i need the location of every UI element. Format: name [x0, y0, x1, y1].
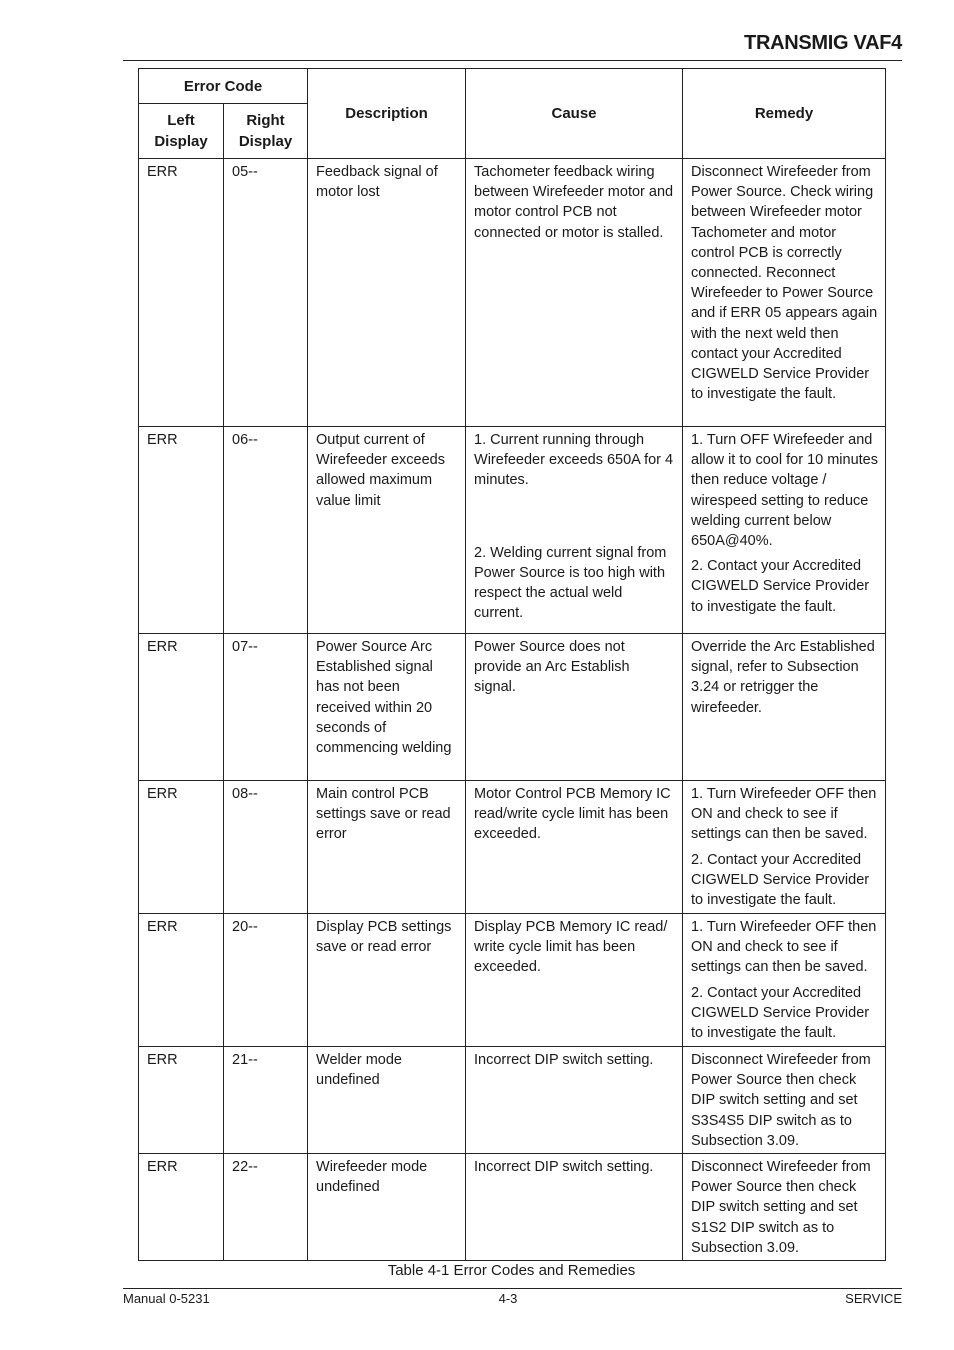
left-display-cell: ERR [139, 1047, 224, 1154]
cause-paragraph: 1. Current running through Wirefeeder exceeds 650A for 4 minutes. [474, 432, 674, 489]
left-display-cell: ERR [139, 914, 224, 1047]
left-display-cell: ERR [139, 427, 224, 634]
remedy-paragraph: Override the Arc Established signal, refer to Subsection 3.24 or retrigger the wirefeeder. [691, 639, 875, 716]
remedy-cell [683, 634, 886, 781]
left-display-cell: ERR [139, 1154, 224, 1261]
document-brand-title: TRANSMIG VAF4 [744, 32, 902, 54]
remedy-paragraph: 1. Turn OFF Wirefeeder and allow it to cool for 10 minutes then reduce voltage / wirespeed setting to reduce welding current below 650A@40%. [691, 432, 878, 550]
cause-cell [466, 1154, 683, 1261]
manual-number: Manual 0-5231 [123, 1291, 210, 1306]
remedy-paragraph: Disconnect Wirefeeder from Power Source then check DIP switch setting and set S1S2 DIP switch as to Subsection 3.09. [691, 1159, 871, 1256]
table-row [139, 159, 886, 427]
remedy-header: Remedy [683, 69, 886, 159]
left-display-cell: ERR [139, 634, 224, 781]
table-caption: Table 4-1 Error Codes and Remedies [387, 1262, 636, 1279]
left-display-cell: ERR [139, 781, 224, 914]
footer-rule [123, 1288, 902, 1289]
right-display-cell: 22-- [224, 1154, 308, 1261]
section-label: SERVICE [845, 1291, 902, 1306]
right-display-cell: 05-- [224, 159, 308, 427]
remedy-paragraph: 2. Contact your Accredited CIGWELD Service Provider to investigate the fault. [691, 984, 870, 1042]
description-header: Description [308, 69, 466, 159]
description-cell: Feedback signal of motor lost [308, 159, 466, 427]
cause-paragraph: Display PCB Memory IC read/ write cycle limit has been exceeded. [474, 919, 668, 976]
table-row [139, 634, 886, 781]
remedy-paragraph: 1. Turn Wirefeeder OFF then ON and check to see if settings can then be saved. [691, 919, 877, 976]
cause-cell [466, 1047, 683, 1154]
left-display-cell: ERR [139, 159, 224, 427]
cause-cell [466, 427, 683, 634]
right-display-cell: 20-- [224, 914, 308, 1047]
description-cell: Main control PCB settings save or read error [308, 781, 466, 914]
error-code-header: Error Code [139, 69, 308, 104]
description-cell: Display PCB settings save or read error [308, 914, 466, 1047]
remedy-paragraph: Disconnect Wirefeeder from Power Source. Check wiring between Wirefeeder motor Tachometer and motor control PCB is correctly connected. Reconnect Wirefeeder to Power Source and if ERR 05 appears again with the next weld then contact your Accredited CIGWELD Service Provider to investigate the fault. [691, 164, 878, 403]
cause-paragraph: Tachometer feedback wiring between Wirefeeder motor and motor control PCB not connected or motor is stalled. [474, 164, 674, 241]
cause-cell [466, 914, 683, 1047]
cause-paragraph: Incorrect DIP switch setting. [474, 1052, 654, 1068]
table-row [139, 781, 886, 914]
right-display-cell: 21-- [224, 1047, 308, 1154]
cause-paragraph: Motor Control PCB Memory IC read/write cycle limit has been exceeded. [474, 786, 671, 843]
description-cell: Output current of Wirefeeder exceeds allowed maximum value limit [308, 427, 466, 634]
cause-paragraph: 2. Welding current signal from Power Source is too high with respect the actual weld current. [474, 544, 667, 622]
error-rows [139, 159, 886, 1261]
remedy-paragraph: Disconnect Wirefeeder from Power Source then check DIP switch setting and set S3S4S5 DIP switch as to Subsection 3.09. [691, 1052, 871, 1149]
description-cell: Power Source Arc Established signal has not been received within 20 seconds of commencing welding [308, 634, 466, 781]
description-cell: Wirefeeder mode undefined [308, 1154, 466, 1261]
page-number: 4-3 [498, 1291, 518, 1306]
remedy-paragraph: 2. Contact your Accredited CIGWELD Service Provider to investigate the fault. [691, 851, 870, 909]
remedy-cell [683, 914, 886, 1047]
table-row [139, 1154, 886, 1261]
table-row [139, 1047, 886, 1154]
table-row [139, 914, 886, 1047]
table-row [139, 427, 886, 634]
header-rule [123, 60, 902, 61]
description-cell: Welder mode undefined [308, 1047, 466, 1154]
right-display-cell: 08-- [224, 781, 308, 914]
left-display-header: Left Display [139, 104, 224, 159]
remedy-cell [683, 159, 886, 427]
error-codes-table [138, 68, 886, 1261]
cause-cell [466, 159, 683, 427]
remedy-cell [683, 1047, 886, 1154]
cause-header: Cause [466, 69, 683, 159]
remedy-paragraph: 2. Contact your Accredited CIGWELD Service Provider to investigate the fault. [691, 558, 870, 615]
right-display-cell: 07-- [224, 634, 308, 781]
cause-paragraph: Incorrect DIP switch setting. [474, 1159, 654, 1176]
cause-cell [466, 634, 683, 781]
remedy-cell [683, 427, 886, 634]
remedy-cell [683, 1154, 886, 1261]
remedy-paragraph: 1. Turn Wirefeeder OFF then ON and check to see if settings can then be saved. [691, 786, 877, 843]
remedy-cell [683, 781, 886, 914]
cause-cell [466, 781, 683, 914]
right-display-cell: 06-- [224, 427, 308, 634]
right-display-header: Right Display [224, 104, 308, 159]
cause-paragraph: Power Source does not provide an Arc Establish signal. [474, 639, 630, 696]
